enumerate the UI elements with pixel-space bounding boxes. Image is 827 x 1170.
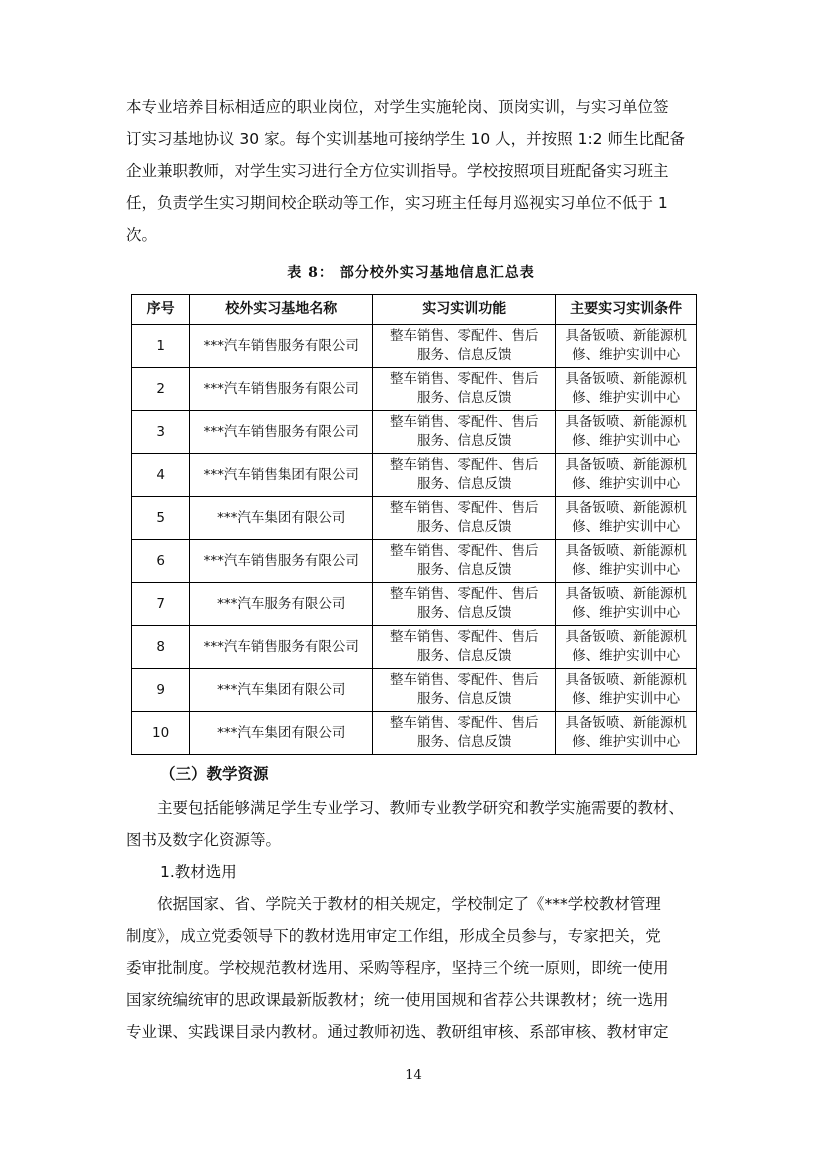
cell-conditions-text: 具备钣喷、新能源机 [565, 371, 687, 387]
text-line: 图书及数字化资源等。 [126, 831, 282, 849]
header-conditions: 主要实习实训条件 [556, 295, 697, 325]
cell-base-name [190, 325, 373, 368]
table-caption: 表 8： 部分校外实习基地信息汇总表 [287, 265, 535, 281]
cell-base-name [190, 368, 373, 411]
resources-paragraph [126, 792, 708, 856]
cell-conditions-text: 修、维护实训中心 [572, 433, 681, 449]
cell-base-name-text: ***汽车销售服务有限公司 [203, 638, 359, 655]
cell-function-text: 整车销售、零配件、售后 [390, 500, 539, 516]
cell-index [132, 454, 190, 497]
cell-function-text: 服务、信息反馈 [417, 734, 512, 750]
cell-conditions-text: 具备钣喷、新能源机 [565, 715, 687, 731]
table-body [132, 325, 697, 755]
intro-paragraph [126, 91, 708, 251]
cell-function [373, 626, 556, 669]
cell-function-text: 服务、信息反馈 [417, 562, 512, 578]
cell-base-name [190, 712, 373, 755]
cell-function-text: 整车销售、零配件、售后 [390, 414, 539, 430]
cell-conditions [556, 325, 697, 368]
table-row [132, 497, 697, 540]
cell-conditions-text: 修、维护实训中心 [572, 519, 681, 535]
cell-function [373, 497, 556, 540]
cell-index [132, 540, 190, 583]
cell-conditions-text: 具备钣喷、新能源机 [565, 328, 687, 344]
cell-index-text: 2 [156, 380, 165, 397]
cell-index [132, 583, 190, 626]
cell-index-text: 4 [156, 466, 165, 483]
table-row [132, 411, 697, 454]
table-row [132, 325, 697, 368]
textbook-paragraph [126, 888, 708, 1048]
section-heading: （三）教学资源 [160, 765, 269, 783]
cell-index [132, 669, 190, 712]
cell-function-text: 服务、信息反馈 [417, 648, 512, 664]
cell-conditions [556, 368, 697, 411]
table-header-row [132, 295, 697, 325]
header-index: 序号 [132, 295, 190, 325]
cell-conditions-text: 具备钣喷、新能源机 [565, 457, 687, 473]
cell-base-name [190, 540, 373, 583]
cell-conditions [556, 669, 697, 712]
cell-index [132, 712, 190, 755]
cell-index-text: 8 [156, 638, 165, 655]
cell-base-name-text: ***汽车销售服务有限公司 [203, 380, 359, 397]
cell-base-name-text: ***汽车销售集团有限公司 [203, 466, 359, 483]
cell-conditions-text: 修、维护实训中心 [572, 691, 681, 707]
cell-index [132, 497, 190, 540]
cell-base-name-text: ***汽车销售服务有限公司 [203, 337, 359, 354]
cell-function-text: 整车销售、零配件、售后 [390, 672, 539, 688]
cell-conditions [556, 454, 697, 497]
text-line: 专业课、实践课目录内教材。通过教师初选、教研组审核、系部审核、教材审定 [126, 1023, 669, 1041]
cell-base-name [190, 411, 373, 454]
cell-function [373, 540, 556, 583]
cell-conditions-text: 具备钣喷、新能源机 [565, 586, 687, 602]
cell-function [373, 712, 556, 755]
text-line: 任，负责学生实习期间校企联动等工作，实习班主任每月巡视实习单位不低于 1 [126, 194, 668, 212]
cell-index-text: 3 [156, 423, 165, 440]
cell-function [373, 669, 556, 712]
cell-conditions-text: 具备钣喷、新能源机 [565, 543, 687, 559]
cell-function-text: 服务、信息反馈 [417, 476, 512, 492]
cell-conditions [556, 497, 697, 540]
cell-function-text: 整车销售、零配件、售后 [390, 328, 539, 344]
table-row [132, 583, 697, 626]
cell-conditions-text: 修、维护实训中心 [572, 476, 681, 492]
cell-index-text: 7 [156, 595, 165, 612]
cell-base-name-text: ***汽车集团有限公司 [217, 681, 346, 698]
cell-index-text: 9 [156, 681, 165, 698]
cell-conditions [556, 712, 697, 755]
cell-conditions-text: 修、维护实训中心 [572, 347, 681, 363]
internship-base-table [131, 294, 697, 755]
cell-index-text: 1 [156, 337, 165, 354]
page-number: 14 [405, 1068, 422, 1083]
cell-base-name [190, 669, 373, 712]
cell-function-text: 整车销售、零配件、售后 [390, 586, 539, 602]
cell-conditions-text: 修、维护实训中心 [572, 648, 681, 664]
cell-function [373, 454, 556, 497]
cell-conditions-text: 具备钣喷、新能源机 [565, 500, 687, 516]
cell-conditions-text: 修、维护实训中心 [572, 390, 681, 406]
cell-conditions-text: 具备钣喷、新能源机 [565, 629, 687, 645]
cell-function-text: 整车销售、零配件、售后 [390, 371, 539, 387]
cell-index-text: 10 [152, 724, 170, 741]
cell-index-text: 6 [156, 552, 165, 569]
table-row [132, 540, 697, 583]
cell-function-text: 服务、信息反馈 [417, 433, 512, 449]
cell-conditions [556, 411, 697, 454]
cell-function-text: 整车销售、零配件、售后 [390, 543, 539, 559]
cell-base-name [190, 626, 373, 669]
cell-index [132, 626, 190, 669]
text-line: 制度》，成立党委领导下的教材选用审定工作组，形成全员参与，专家把关，党 [126, 927, 661, 945]
table-row [132, 368, 697, 411]
text-line: 依据国家、省、学院关于教材的相关规定，学校制定了《***学校教材管理 [157, 895, 661, 913]
table-row [132, 712, 697, 755]
cell-conditions-text: 修、维护实训中心 [572, 734, 681, 750]
table-row [132, 669, 697, 712]
cell-base-name-text: ***汽车集团有限公司 [217, 724, 346, 741]
cell-base-name-text: ***汽车服务有限公司 [217, 595, 346, 612]
cell-base-name [190, 454, 373, 497]
cell-conditions [556, 626, 697, 669]
cell-conditions-text: 修、维护实训中心 [572, 605, 681, 621]
cell-conditions-text: 具备钣喷、新能源机 [565, 414, 687, 430]
cell-index [132, 368, 190, 411]
cell-conditions-text: 修、维护实训中心 [572, 562, 681, 578]
text-line: 主要包括能够满足学生专业学习、教师专业教学研究和教学实施需要的教材、 [157, 799, 685, 817]
cell-conditions [556, 540, 697, 583]
text-line: 次。 [126, 226, 158, 244]
cell-function-text: 服务、信息反馈 [417, 519, 512, 535]
text-line: 国家统编统审的思政课最新版教材；统一使用国规和省荐公共课教材；统一选用 [126, 991, 669, 1009]
subheading: 1.教材选用 [160, 863, 237, 881]
text-line: 企业兼职教师，对学生实习进行全方位实训指导。学校按照项目班配备实习班主 [126, 162, 669, 180]
cell-function-text: 服务、信息反馈 [417, 347, 512, 363]
cell-function-text: 服务、信息反馈 [417, 390, 512, 406]
text-line: 订实习基地协议 30 家。每个实训基地可接纳学生 10 人，并按照 1:2 师生比配备 [126, 130, 685, 148]
header-function: 实习实训功能 [373, 295, 556, 325]
cell-base-name [190, 497, 373, 540]
cell-index [132, 411, 190, 454]
cell-function-text: 整车销售、零配件、售后 [390, 715, 539, 731]
cell-function [373, 583, 556, 626]
cell-base-name-text: ***汽车销售服务有限公司 [203, 552, 359, 569]
cell-function [373, 325, 556, 368]
cell-function-text: 服务、信息反馈 [417, 691, 512, 707]
cell-function-text: 服务、信息反馈 [417, 605, 512, 621]
cell-index-text: 5 [156, 509, 165, 526]
header-base-name: 校外实习基地名称 [190, 295, 373, 325]
cell-function [373, 368, 556, 411]
cell-function-text: 整车销售、零配件、售后 [390, 457, 539, 473]
table-row [132, 626, 697, 669]
text-line: 本专业培养目标相适应的职业岗位，对学生实施轮岗、顶岗实训，与实习单位签 [126, 98, 669, 116]
cell-base-name [190, 583, 373, 626]
text-line: 委审批制度。学校规范教材选用、采购等程序，坚持三个统一原则，即统一使用 [126, 959, 669, 977]
cell-conditions-text: 具备钣喷、新能源机 [565, 672, 687, 688]
table-row [132, 454, 697, 497]
cell-base-name-text: ***汽车集团有限公司 [217, 509, 346, 526]
cell-base-name-text: ***汽车销售服务有限公司 [203, 423, 359, 440]
cell-index [132, 325, 190, 368]
cell-conditions [556, 583, 697, 626]
cell-function-text: 整车销售、零配件、售后 [390, 629, 539, 645]
cell-function [373, 411, 556, 454]
